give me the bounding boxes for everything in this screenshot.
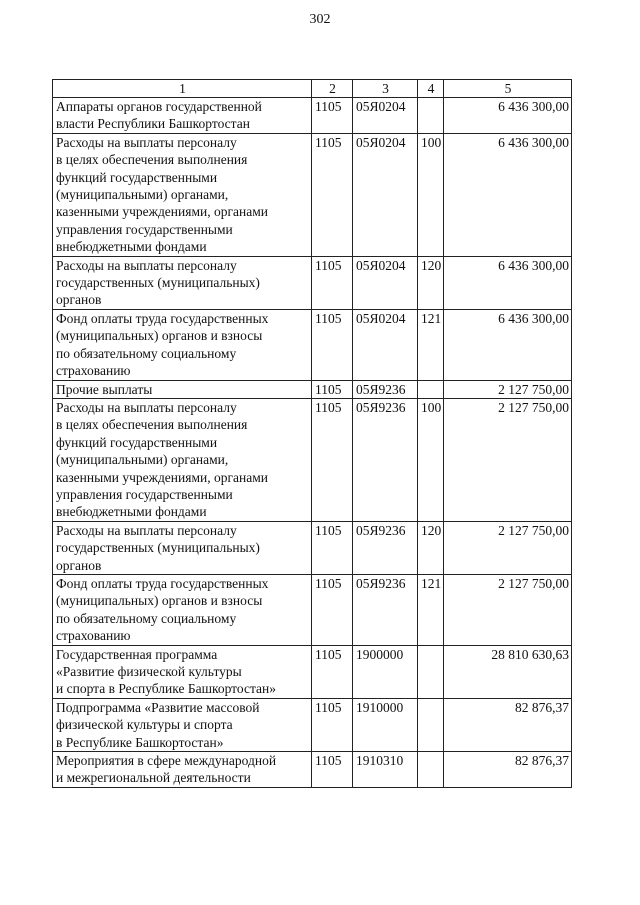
table-row [53, 698, 572, 751]
row-type: 100 [418, 133, 444, 256]
row-type: 121 [418, 574, 444, 645]
row-amount: 6 436 300,00 [444, 133, 572, 256]
row-section: 1105 [312, 574, 353, 645]
column-header-amount: 5 [444, 80, 572, 98]
table-row [53, 645, 572, 698]
row-amount: 6 436 300,00 [444, 256, 572, 309]
row-section: 1105 [312, 698, 353, 751]
row-section: 1105 [312, 309, 353, 380]
row-name: Расходы на выплаты персоналу государственных (муниципальных) органов [53, 256, 312, 309]
row-section: 1105 [312, 752, 353, 788]
row-name: Аппараты органов государственной власти Республики Башкортостан [53, 98, 312, 134]
row-code: 05Я9236 [353, 380, 418, 398]
row-code: 05Я9236 [353, 574, 418, 645]
row-amount: 2 127 750,00 [444, 574, 572, 645]
row-code: 1900000 [353, 645, 418, 698]
column-header-code: 3 [353, 80, 418, 98]
row-amount: 82 876,37 [444, 698, 572, 751]
row-type: 120 [418, 521, 444, 574]
row-code: 1910000 [353, 698, 418, 751]
row-amount: 2 127 750,00 [444, 398, 572, 521]
row-type [418, 380, 444, 398]
column-header-type: 4 [418, 80, 444, 98]
row-name: Подпрограмма «Развитие массовой физической культуры и спорта в Республике Башкортостан» [53, 698, 312, 751]
row-name: Расходы на выплаты персоналу государственных (муниципальных) органов [53, 521, 312, 574]
table-header-row [53, 80, 572, 98]
row-name: Государственная программа «Развитие физической культуры и спорта в Республике Башкортостан» [53, 645, 312, 698]
row-type: 120 [418, 256, 444, 309]
row-amount: 28 810 630,63 [444, 645, 572, 698]
row-section: 1105 [312, 380, 353, 398]
table-row [53, 309, 572, 380]
row-amount: 2 127 750,00 [444, 380, 572, 398]
row-amount: 6 436 300,00 [444, 98, 572, 134]
row-name: Мероприятия в сфере международной и межрегиональной деятельности [53, 752, 312, 788]
row-amount: 2 127 750,00 [444, 521, 572, 574]
row-amount: 6 436 300,00 [444, 309, 572, 380]
row-section: 1105 [312, 645, 353, 698]
row-name: Фонд оплаты труда государственных (муниципальных) органов и взносы по обязательному социальному страхованию [53, 309, 312, 380]
row-section: 1105 [312, 133, 353, 256]
table-row [53, 98, 572, 134]
table-row [53, 256, 572, 309]
row-type [418, 645, 444, 698]
table-row [53, 380, 572, 398]
row-code: 05Я0204 [353, 98, 418, 134]
row-section: 1105 [312, 256, 353, 309]
table-row [53, 398, 572, 521]
column-header-name: 1 [53, 80, 312, 98]
row-code: 05Я0204 [353, 256, 418, 309]
row-name: Прочие выплаты [53, 380, 312, 398]
row-type: 100 [418, 398, 444, 521]
table-row [53, 521, 572, 574]
row-type: 121 [418, 309, 444, 380]
row-code: 05Я9236 [353, 398, 418, 521]
row-code: 05Я0204 [353, 133, 418, 256]
row-code: 05Я9236 [353, 521, 418, 574]
row-code: 1910310 [353, 752, 418, 788]
row-code: 05Я0204 [353, 309, 418, 380]
row-type [418, 698, 444, 751]
row-name: Фонд оплаты труда государственных (муниципальных) органов и взносы по обязательному социальному страхованию [53, 574, 312, 645]
page-number: 302 [309, 12, 331, 27]
row-name: Расходы на выплаты персоналу в целях обеспечения выполнения функций государственными (муниципальными) органами, казенными учреждениями, органами управления государственными внебюджетными фондами [53, 398, 312, 521]
table-row [53, 133, 572, 256]
row-section: 1105 [312, 521, 353, 574]
row-section: 1105 [312, 98, 353, 134]
row-type [418, 752, 444, 788]
row-type [418, 98, 444, 134]
table-row [53, 574, 572, 645]
column-header-section: 2 [312, 80, 353, 98]
row-section: 1105 [312, 398, 353, 521]
budget-table [52, 79, 572, 788]
row-name: Расходы на выплаты персоналу в целях обеспечения выполнения функций государственными (муниципальными) органами, казенными учреждениями, органами управления государственными внебюджетными фондами [53, 133, 312, 256]
table-row [53, 752, 572, 788]
row-amount: 82 876,37 [444, 752, 572, 788]
